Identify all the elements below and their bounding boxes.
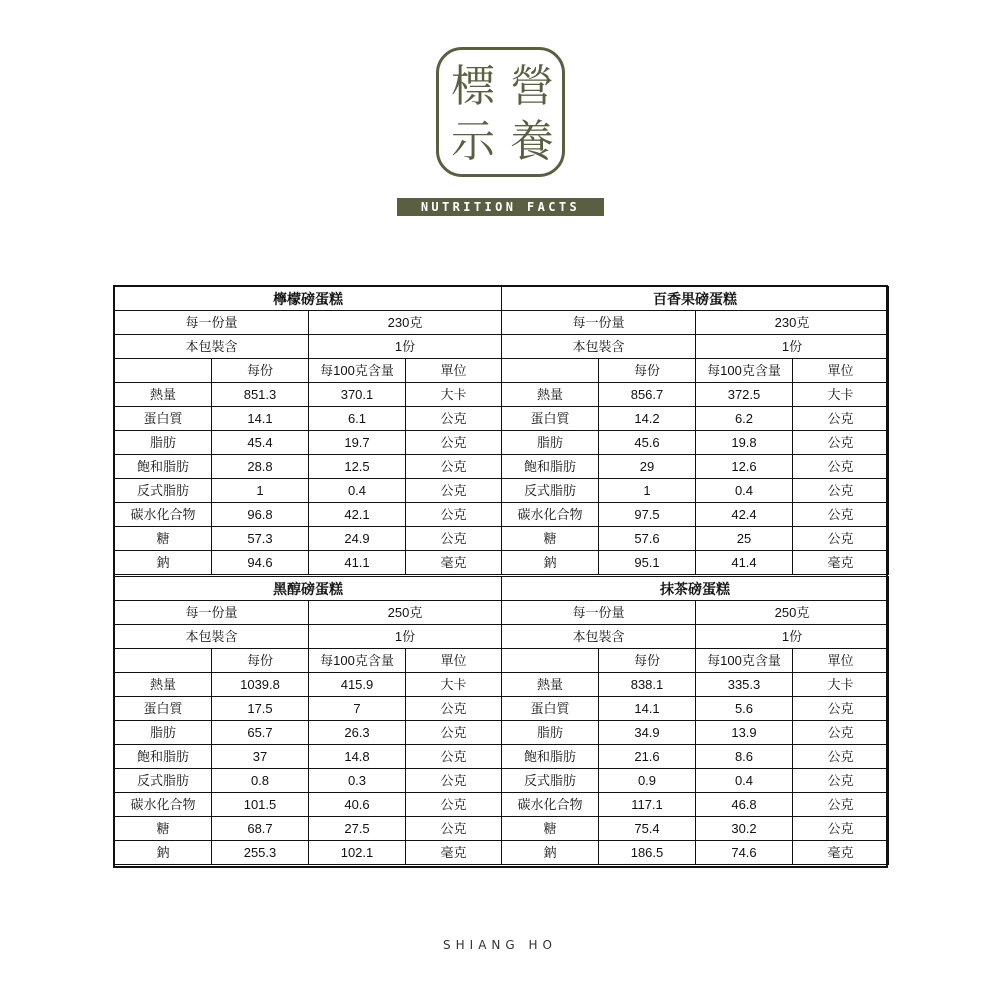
unit: 大卡 bbox=[406, 673, 502, 697]
unit: 公克 bbox=[406, 793, 502, 817]
nutrition-table-grid bbox=[113, 285, 888, 868]
nutrient-name: 鈉 bbox=[115, 841, 212, 865]
per-100g-value: 0.4 bbox=[696, 769, 793, 793]
per-serving-value: 68.7 bbox=[212, 817, 309, 841]
nutrient-row bbox=[502, 527, 889, 551]
per-serving-value: 101.5 bbox=[212, 793, 309, 817]
col-header-unit: 單位 bbox=[406, 359, 502, 383]
per-serving-value: 856.7 bbox=[599, 383, 696, 407]
nutrient-row bbox=[115, 527, 502, 551]
servings-value: 1份 bbox=[309, 625, 502, 649]
nutrient-row bbox=[502, 673, 889, 697]
per-serving-value: 0.8 bbox=[212, 769, 309, 793]
per-serving-value: 45.4 bbox=[212, 431, 309, 455]
per-100g-value: 13.9 bbox=[696, 721, 793, 745]
per-100g-value: 25 bbox=[696, 527, 793, 551]
unit: 公克 bbox=[793, 817, 889, 841]
unit: 大卡 bbox=[793, 383, 889, 407]
nutrient-name: 蛋白質 bbox=[115, 407, 212, 431]
serving-size-value: 250克 bbox=[696, 601, 889, 625]
unit: 毫克 bbox=[406, 841, 502, 865]
col-header-per-100g: 每100克含量 bbox=[309, 359, 406, 383]
nutrition-label-logo bbox=[436, 47, 565, 177]
per-serving-value: 75.4 bbox=[599, 817, 696, 841]
nutrient-name: 鈉 bbox=[502, 841, 599, 865]
nutrient-row bbox=[502, 551, 889, 575]
blank-header-cell bbox=[502, 359, 599, 383]
per-100g-value: 0.4 bbox=[309, 479, 406, 503]
per-serving-value: 1 bbox=[212, 479, 309, 503]
per-serving-value: 14.1 bbox=[212, 407, 309, 431]
unit: 公克 bbox=[406, 817, 502, 841]
per-serving-value: 186.5 bbox=[599, 841, 696, 865]
col-header-unit: 單位 bbox=[793, 359, 889, 383]
unit: 毫克 bbox=[793, 551, 889, 575]
col-header-unit: 單位 bbox=[406, 649, 502, 673]
per-100g-value: 74.6 bbox=[696, 841, 793, 865]
per-serving-value: 96.8 bbox=[212, 503, 309, 527]
col-header-per-serving: 每份 bbox=[599, 359, 696, 383]
unit: 公克 bbox=[793, 431, 889, 455]
nutrient-name: 蛋白質 bbox=[115, 697, 212, 721]
nutrient-name: 飽和脂肪 bbox=[115, 745, 212, 769]
nutrient-rows bbox=[115, 673, 502, 865]
nutrient-row bbox=[115, 817, 502, 841]
product-table-dark bbox=[114, 576, 501, 865]
product-title: 黑醇磅蛋糕 bbox=[115, 577, 502, 601]
nutrient-name: 飽和脂肪 bbox=[115, 455, 212, 479]
servings-label: 本包裝含 bbox=[115, 335, 309, 359]
per-100g-value: 19.7 bbox=[309, 431, 406, 455]
nutrient-row bbox=[502, 793, 889, 817]
unit: 公克 bbox=[406, 769, 502, 793]
per-serving-value: 45.6 bbox=[599, 431, 696, 455]
product-title: 檸檬磅蛋糕 bbox=[115, 287, 502, 311]
per-serving-value: 94.6 bbox=[212, 551, 309, 575]
per-serving-value: 29 bbox=[599, 455, 696, 479]
nutrient-row bbox=[502, 745, 889, 769]
product-table-lemon bbox=[114, 286, 501, 575]
serving-size-label: 每一份量 bbox=[502, 311, 696, 335]
nutrient-row bbox=[502, 697, 889, 721]
nutrient-name: 反式脂肪 bbox=[115, 769, 212, 793]
logo-char-3: 示 bbox=[451, 116, 495, 167]
per-100g-value: 415.9 bbox=[309, 673, 406, 697]
col-header-per-100g: 每100克含量 bbox=[696, 359, 793, 383]
nutrient-row bbox=[115, 697, 502, 721]
col-header-per-serving: 每份 bbox=[212, 359, 309, 383]
nutrient-name: 飽和脂肪 bbox=[502, 745, 599, 769]
per-serving-value: 1039.8 bbox=[212, 673, 309, 697]
per-serving-value: 14.2 bbox=[599, 407, 696, 431]
nutrient-row bbox=[502, 769, 889, 793]
logo-char-1: 標 bbox=[451, 61, 495, 112]
nutrient-row bbox=[115, 455, 502, 479]
per-100g-value: 0.3 bbox=[309, 769, 406, 793]
nutrient-name: 蛋白質 bbox=[502, 697, 599, 721]
col-header-unit: 單位 bbox=[793, 649, 889, 673]
per-100g-value: 8.6 bbox=[696, 745, 793, 769]
unit: 公克 bbox=[406, 697, 502, 721]
per-100g-value: 14.8 bbox=[309, 745, 406, 769]
per-100g-value: 40.6 bbox=[309, 793, 406, 817]
serving-size-label: 每一份量 bbox=[115, 311, 309, 335]
per-100g-value: 19.8 bbox=[696, 431, 793, 455]
nutrient-name: 熱量 bbox=[115, 673, 212, 697]
nutrient-name: 糖 bbox=[502, 527, 599, 551]
nutrient-row bbox=[115, 383, 502, 407]
blank-header-cell bbox=[115, 649, 212, 673]
nutrient-rows bbox=[502, 383, 889, 575]
nutrient-name: 熱量 bbox=[502, 673, 599, 697]
blank-header-cell bbox=[115, 359, 212, 383]
nutrient-row bbox=[115, 793, 502, 817]
nutrient-rows bbox=[502, 673, 889, 865]
nutrient-name: 碳水化合物 bbox=[502, 793, 599, 817]
blank-header-cell bbox=[502, 649, 599, 673]
nutrient-name: 糖 bbox=[115, 527, 212, 551]
per-serving-value: 0.9 bbox=[599, 769, 696, 793]
nutrient-row bbox=[115, 745, 502, 769]
per-100g-value: 6.1 bbox=[309, 407, 406, 431]
servings-value: 1份 bbox=[696, 335, 889, 359]
logo-char-2: 營 bbox=[510, 61, 554, 112]
per-100g-value: 0.4 bbox=[696, 479, 793, 503]
nutrient-row bbox=[502, 455, 889, 479]
brand-footer: SHIANG HO bbox=[443, 938, 557, 952]
per-serving-value: 34.9 bbox=[599, 721, 696, 745]
nutrient-name: 碳水化合物 bbox=[115, 503, 212, 527]
unit: 公克 bbox=[793, 527, 889, 551]
product-table-matcha bbox=[501, 576, 888, 865]
nutrition-facts-banner: NUTRITION FACTS bbox=[397, 198, 604, 216]
per-100g-value: 41.1 bbox=[309, 551, 406, 575]
nutrient-name: 脂肪 bbox=[115, 721, 212, 745]
nutrient-row bbox=[502, 721, 889, 745]
per-100g-value: 102.1 bbox=[309, 841, 406, 865]
unit: 大卡 bbox=[793, 673, 889, 697]
per-serving-value: 21.6 bbox=[599, 745, 696, 769]
per-serving-value: 838.1 bbox=[599, 673, 696, 697]
serving-size-value: 230克 bbox=[696, 311, 889, 335]
unit: 公克 bbox=[406, 479, 502, 503]
nutrient-row bbox=[115, 479, 502, 503]
nutrient-row bbox=[502, 431, 889, 455]
per-100g-value: 24.9 bbox=[309, 527, 406, 551]
per-100g-value: 41.4 bbox=[696, 551, 793, 575]
nutrient-row bbox=[115, 769, 502, 793]
nutrient-name: 反式脂肪 bbox=[502, 479, 599, 503]
nutrient-name: 碳水化合物 bbox=[115, 793, 212, 817]
per-serving-value: 117.1 bbox=[599, 793, 696, 817]
per-serving-value: 57.6 bbox=[599, 527, 696, 551]
nutrient-name: 脂肪 bbox=[502, 431, 599, 455]
per-100g-value: 12.6 bbox=[696, 455, 793, 479]
unit: 公克 bbox=[793, 793, 889, 817]
per-100g-value: 30.2 bbox=[696, 817, 793, 841]
unit: 公克 bbox=[406, 431, 502, 455]
logo-char-4: 養 bbox=[510, 116, 554, 167]
per-100g-value: 26.3 bbox=[309, 721, 406, 745]
per-100g-value: 27.5 bbox=[309, 817, 406, 841]
col-header-per-serving: 每份 bbox=[599, 649, 696, 673]
nutrient-name: 反式脂肪 bbox=[115, 479, 212, 503]
col-header-per-100g: 每100克含量 bbox=[309, 649, 406, 673]
per-100g-value: 42.4 bbox=[696, 503, 793, 527]
col-header-per-serving: 每份 bbox=[212, 649, 309, 673]
per-100g-value: 372.5 bbox=[696, 383, 793, 407]
per-serving-value: 14.1 bbox=[599, 697, 696, 721]
unit: 公克 bbox=[406, 527, 502, 551]
unit: 公克 bbox=[793, 407, 889, 431]
per-100g-value: 370.1 bbox=[309, 383, 406, 407]
nutrient-row bbox=[115, 721, 502, 745]
nutrient-name: 糖 bbox=[502, 817, 599, 841]
nutrient-name: 反式脂肪 bbox=[502, 769, 599, 793]
nutrient-name: 脂肪 bbox=[115, 431, 212, 455]
nutrient-name: 脂肪 bbox=[502, 721, 599, 745]
col-header-per-100g: 每100克含量 bbox=[696, 649, 793, 673]
per-100g-value: 7 bbox=[309, 697, 406, 721]
per-serving-value: 97.5 bbox=[599, 503, 696, 527]
nutrient-rows bbox=[115, 383, 502, 575]
unit: 毫克 bbox=[793, 841, 889, 865]
unit: 公克 bbox=[793, 503, 889, 527]
nutrient-name: 熱量 bbox=[115, 383, 212, 407]
unit: 公克 bbox=[406, 721, 502, 745]
per-100g-value: 12.5 bbox=[309, 455, 406, 479]
per-serving-value: 37 bbox=[212, 745, 309, 769]
nutrient-row bbox=[115, 503, 502, 527]
nutrient-row bbox=[115, 431, 502, 455]
product-table-passionfruit bbox=[501, 286, 888, 575]
servings-label: 本包裝含 bbox=[502, 335, 696, 359]
nutrient-name: 糖 bbox=[115, 817, 212, 841]
nutrient-row bbox=[115, 673, 502, 697]
servings-value: 1份 bbox=[309, 335, 502, 359]
nutrient-row bbox=[115, 841, 502, 865]
servings-value: 1份 bbox=[696, 625, 889, 649]
per-100g-value: 42.1 bbox=[309, 503, 406, 527]
nutrient-name: 鈉 bbox=[502, 551, 599, 575]
nutrient-row bbox=[502, 407, 889, 431]
per-serving-value: 95.1 bbox=[599, 551, 696, 575]
per-100g-value: 5.6 bbox=[696, 697, 793, 721]
serving-size-value: 230克 bbox=[309, 311, 502, 335]
nutrient-row bbox=[115, 551, 502, 575]
nutrient-row bbox=[115, 407, 502, 431]
per-serving-value: 851.3 bbox=[212, 383, 309, 407]
per-100g-value: 335.3 bbox=[696, 673, 793, 697]
unit: 公克 bbox=[793, 479, 889, 503]
product-title: 抹茶磅蛋糕 bbox=[502, 577, 889, 601]
per-serving-value: 255.3 bbox=[212, 841, 309, 865]
serving-size-value: 250克 bbox=[309, 601, 502, 625]
per-serving-value: 17.5 bbox=[212, 697, 309, 721]
unit: 公克 bbox=[793, 721, 889, 745]
nutrient-name: 碳水化合物 bbox=[502, 503, 599, 527]
unit: 公克 bbox=[793, 769, 889, 793]
unit: 公克 bbox=[793, 745, 889, 769]
per-serving-value: 57.3 bbox=[212, 527, 309, 551]
nutrient-name: 熱量 bbox=[502, 383, 599, 407]
unit: 公克 bbox=[406, 407, 502, 431]
nutrient-name: 飽和脂肪 bbox=[502, 455, 599, 479]
nutrient-row bbox=[502, 817, 889, 841]
nutrient-row bbox=[502, 841, 889, 865]
per-100g-value: 6.2 bbox=[696, 407, 793, 431]
serving-size-label: 每一份量 bbox=[502, 601, 696, 625]
per-serving-value: 28.8 bbox=[212, 455, 309, 479]
unit: 大卡 bbox=[406, 383, 502, 407]
per-serving-value: 65.7 bbox=[212, 721, 309, 745]
product-title: 百香果磅蛋糕 bbox=[502, 287, 889, 311]
nutrient-row bbox=[502, 383, 889, 407]
servings-label: 本包裝含 bbox=[115, 625, 309, 649]
unit: 毫克 bbox=[406, 551, 502, 575]
nutrient-row bbox=[502, 503, 889, 527]
unit: 公克 bbox=[406, 455, 502, 479]
unit: 公克 bbox=[793, 697, 889, 721]
unit: 公克 bbox=[406, 503, 502, 527]
serving-size-label: 每一份量 bbox=[115, 601, 309, 625]
nutrient-name: 鈉 bbox=[115, 551, 212, 575]
unit: 公克 bbox=[406, 745, 502, 769]
per-serving-value: 1 bbox=[599, 479, 696, 503]
per-100g-value: 46.8 bbox=[696, 793, 793, 817]
servings-label: 本包裝含 bbox=[502, 625, 696, 649]
unit: 公克 bbox=[793, 455, 889, 479]
nutrient-name: 蛋白質 bbox=[502, 407, 599, 431]
nutrient-row bbox=[502, 479, 889, 503]
